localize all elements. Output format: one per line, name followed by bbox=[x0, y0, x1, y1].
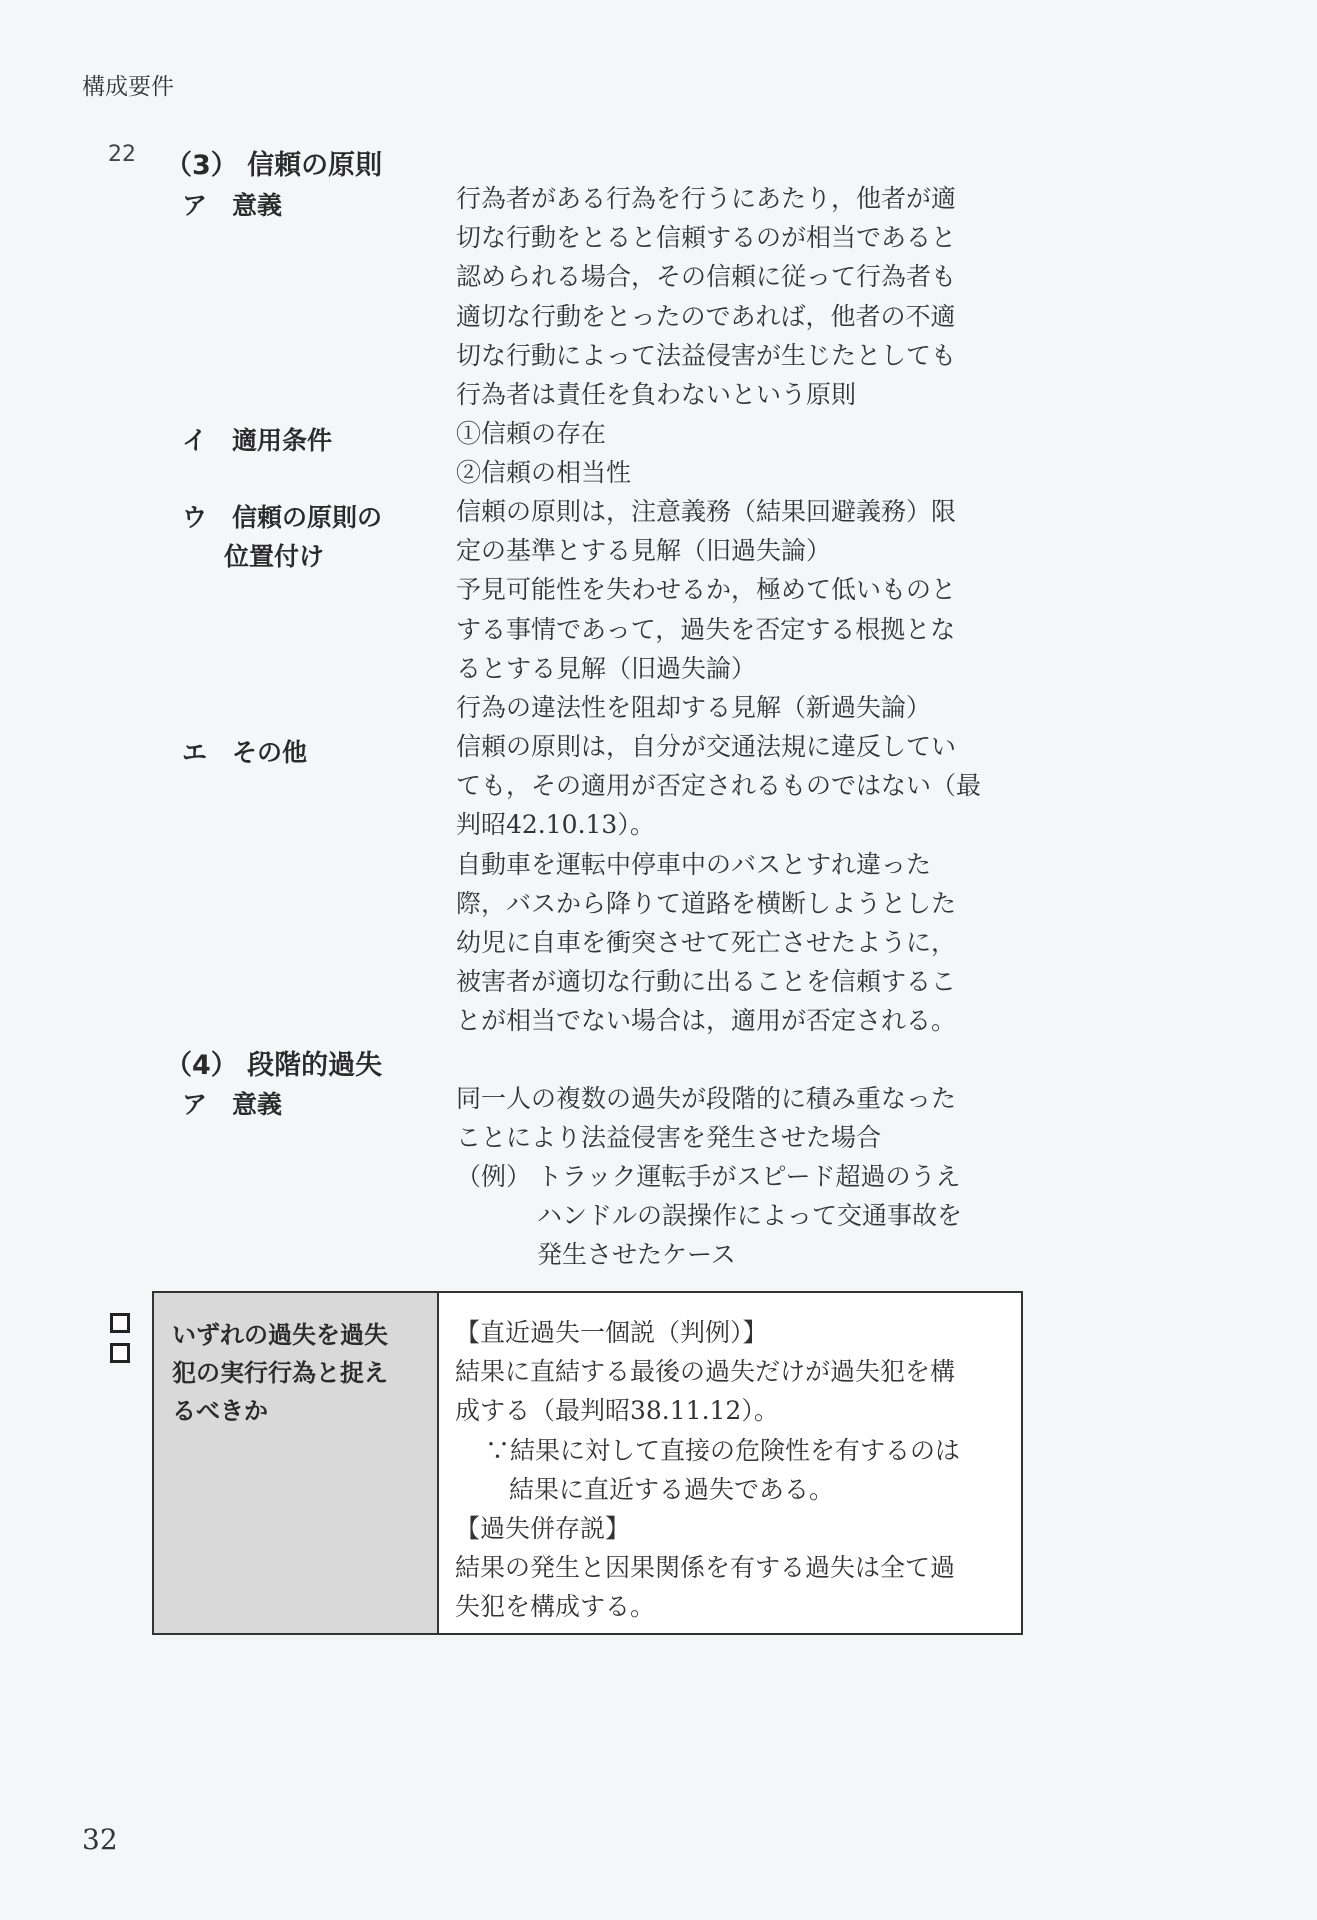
section-4-a-text bbox=[456, 1079, 956, 1157]
text-line: 判昭42.10.13）。 bbox=[456, 810, 655, 840]
text-line: ことにより法益侵害を発生させた場合 bbox=[456, 1123, 882, 1153]
text-line: 信頼の原則は，注意義務（結果回避義務）限 bbox=[456, 497, 957, 526]
text-line: ても，その適用が否定されるものではない（最 bbox=[456, 771, 982, 801]
issue-question-line: るべきか bbox=[172, 1397, 268, 1425]
text-line: とが相当でない場合は，適用が否定される。 bbox=[456, 1006, 957, 1036]
section-3-a-text bbox=[456, 179, 956, 414]
text-line: 認められる場合，その信頼に従って行為者も bbox=[456, 262, 957, 292]
page-number: 32 bbox=[82, 1823, 118, 1856]
text-line: ①信頼の存在 bbox=[456, 419, 607, 448]
section-3-u-label-cont: 位置付け bbox=[224, 542, 325, 571]
section-3-i-label: イ 適用条件 bbox=[182, 426, 333, 455]
issue-question-line: 犯の実行行為と捉え bbox=[172, 1359, 388, 1387]
section-3-u-text bbox=[456, 492, 956, 727]
text-line: 際，バスから降りて道路を横断しようとした bbox=[456, 888, 957, 918]
text-line: 幼児に自車を衝突させて死亡させたように， bbox=[456, 928, 957, 958]
issue-answer-cell bbox=[439, 1293, 1021, 1633]
section-3-e-text bbox=[456, 727, 981, 1041]
issue-question-cell bbox=[154, 1293, 439, 1633]
text-line: 発生させたケース bbox=[537, 1240, 736, 1270]
text-line: 行為者がある行為を行うにあたり，他者が適 bbox=[456, 184, 957, 213]
text-line: 切な行動によって法益侵害が生じたとしても bbox=[456, 340, 957, 370]
section-4-heading: （4） 段階的過失 bbox=[165, 1050, 383, 1081]
example-text bbox=[537, 1157, 962, 1275]
issue-box bbox=[152, 1291, 1023, 1635]
text-line: 適切な行動をとったのであれば，他者の不適 bbox=[456, 301, 956, 331]
reason-line: 結果に直近する過失である。 bbox=[509, 1474, 835, 1504]
theory-1-title: 【直近過失一個説（判例）】 bbox=[455, 1318, 768, 1347]
text-line: 定の基準とする見解（旧過失論） bbox=[456, 536, 832, 566]
running-header: 構成要件 bbox=[82, 74, 174, 100]
reference-number: 22 bbox=[108, 142, 136, 167]
text-line: ハンドルの誤操作によって交通事故を bbox=[537, 1201, 963, 1231]
issue-question-line: いずれの過失を過失 bbox=[172, 1321, 388, 1349]
section-3-i-text bbox=[456, 414, 631, 492]
text-line: るとする見解（旧過失論） bbox=[456, 653, 757, 683]
section-3-heading: （3） 信頼の原則 bbox=[165, 150, 383, 181]
section-3-e-label: エ その他 bbox=[182, 738, 308, 767]
section-4-a-label: ア 意義 bbox=[182, 1090, 283, 1119]
text-line: 信頼の原則は，自分が交通法規に違反してい bbox=[456, 732, 957, 761]
theory-2-title: 【過失併存説】 bbox=[455, 1514, 631, 1544]
text-line: 失犯を構成する。 bbox=[455, 1592, 656, 1622]
text-line: 予見可能性を失わせるか，極めて低いものと bbox=[456, 575, 957, 605]
text-line: 結果に直結する最後の過失だけが過失犯を構 bbox=[455, 1357, 956, 1387]
text-line: トラック運転手がスピード超過のうえ bbox=[537, 1162, 961, 1191]
reason-line: ∵結果に対して直接の危険性を有するのは bbox=[485, 1435, 961, 1465]
text-line: ②信頼の相当性 bbox=[456, 458, 632, 488]
text-line: 行為の違法性を阻却する見解（新過失論） bbox=[456, 693, 932, 723]
example-prefix: （例） bbox=[456, 1162, 532, 1191]
text-line: 行為者は責任を負わないという原則 bbox=[456, 380, 857, 410]
text-line: 切な行動をとると信頼するのが相当であると bbox=[456, 223, 957, 253]
text-line: 成する（最判昭38.11.12）。 bbox=[455, 1396, 779, 1426]
text-line: 被害者が適切な行動に出ることを信頼するこ bbox=[456, 967, 957, 997]
review-checkbox-2[interactable] bbox=[110, 1343, 130, 1363]
text-line: する事情であって，過失を否定する根拠とな bbox=[456, 614, 956, 644]
section-3-u-label: ウ 信頼の原則の bbox=[182, 503, 383, 532]
review-checkbox-1[interactable] bbox=[110, 1313, 130, 1333]
text-line: 自動車を運転中停車中のバスとすれ違った bbox=[456, 849, 932, 879]
text-line: 結果の発生と因果関係を有する過失は全て過 bbox=[455, 1553, 956, 1583]
text-line: 同一人の複数の過失が段階的に積み重なった bbox=[456, 1084, 957, 1113]
section-3-a-label: ア 意義 bbox=[182, 191, 283, 220]
